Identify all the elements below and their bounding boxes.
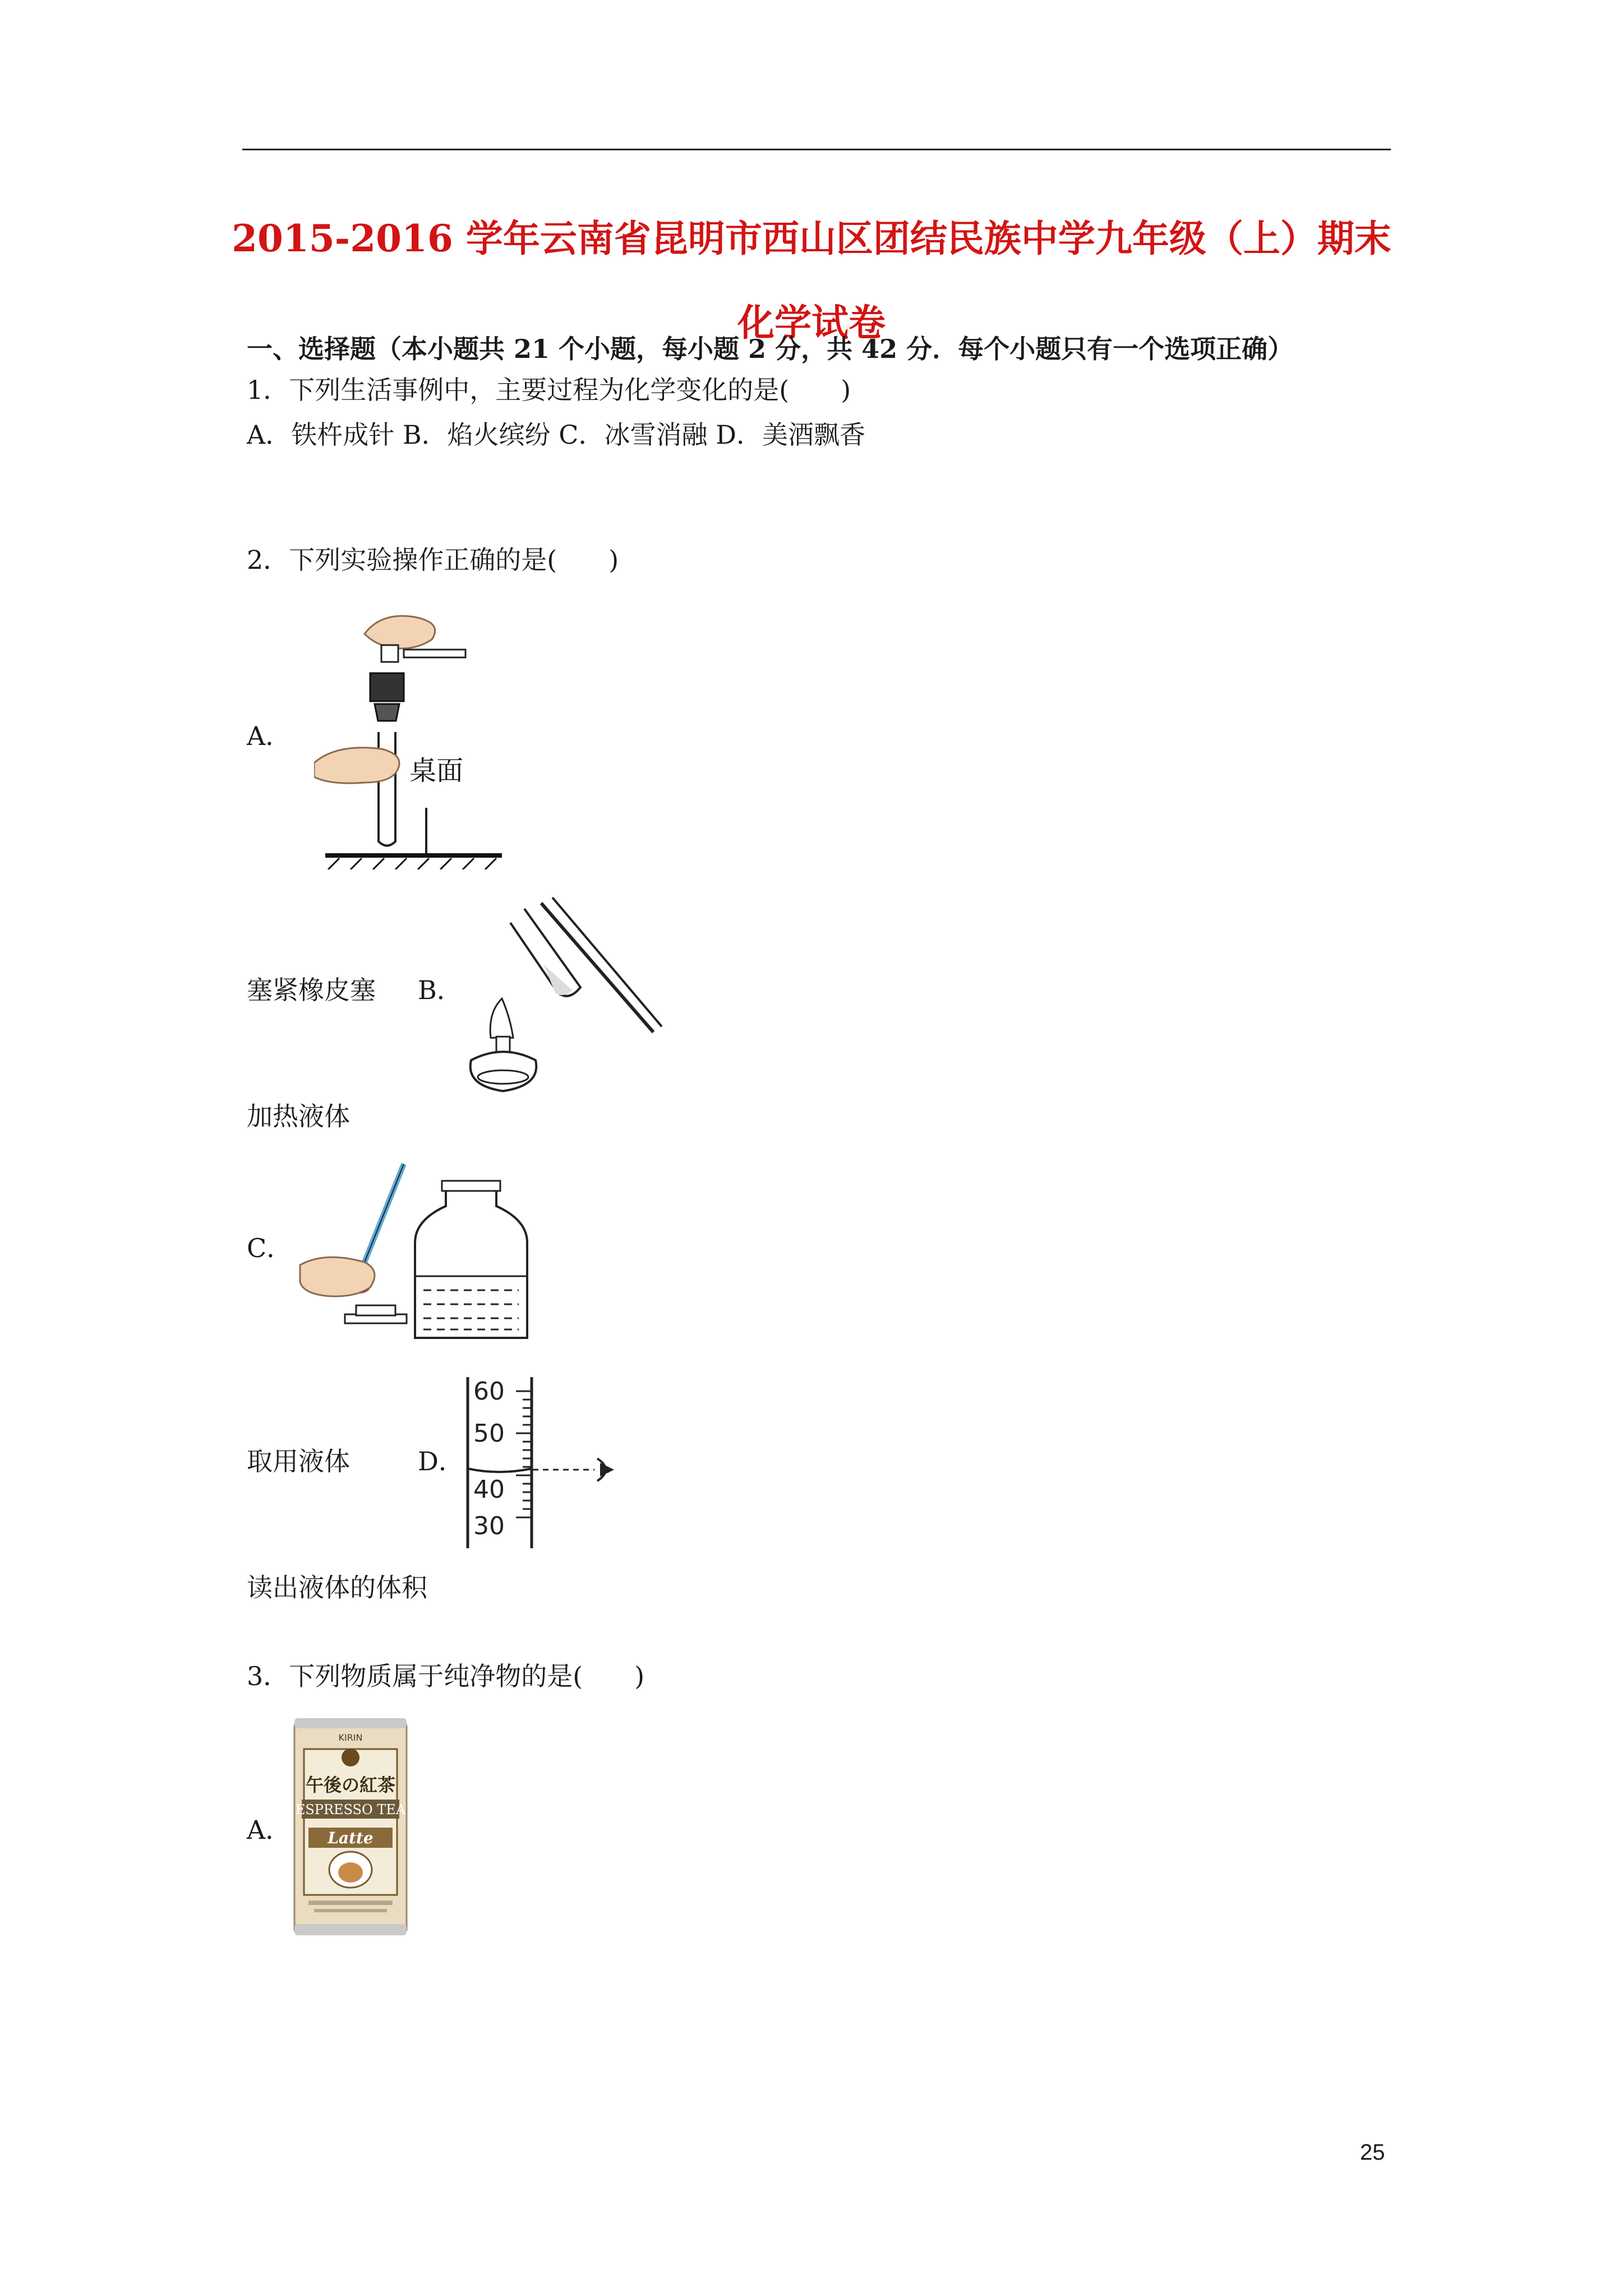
can-title-text: 午後の紅茶 [305,1774,396,1796]
q2-option-b-caption: 加热液体 [247,1101,350,1131]
can-espresso-text: ESPRESSO TEA [295,1802,406,1818]
q2-option-c-caption: 取用液体 [247,1446,350,1476]
q1-options: A．铁杵成针 B．焰火缤纷 C．冰雪消融 D．美酒飘香 [247,420,865,450]
q2-option-b-label: B． [418,975,463,1005]
q2-option-a-caption: 塞紧橡皮塞 [247,975,376,1005]
page-number: 25 [1360,2140,1385,2165]
cylinder-tick-40: 40 [473,1475,505,1504]
q3-option-a-label: A． [247,1815,292,1845]
q2-option-d-label: D． [418,1446,464,1476]
cylinder-tick-30: 30 [473,1512,505,1540]
table-surface-label: 桌面 [409,755,464,786]
milk-tea-can-image [292,1715,409,1939]
section-heading: 一、选择题（本小题共 21 个小题，每小题 2 分，共 42 分．每个小题只有一个选项正确） [247,334,1294,364]
paper-title-line1: 2015-2016 学年云南省昆明市西山区团结民族中学九年级（上）期末 [232,217,1391,260]
q3-stem: 3．下列物质属于纯净物的是( ) [247,1661,645,1691]
q2-option-c-label: C． [247,1233,293,1263]
q2-stem: 2．下列实验操作正确的是( ) [247,545,619,575]
dropper-reagent-bottle-figure [292,1158,538,1343]
can-brand-text: KIRIN [338,1732,363,1743]
header-rule [242,149,1391,150]
heating-liquid-figure [457,892,665,1099]
graduated-cylinder-figure [460,1374,639,1554]
stopper-test-tube-figure [314,600,516,869]
q1-stem: 1．下列生活事例中，主要过程为化学变化的是( ) [247,375,851,405]
paper-title-line2: 化学试卷 [737,301,886,344]
q2-option-a-label: A． [247,721,292,751]
q2-option-d-caption: 读出液体的体积 [247,1572,427,1603]
can-latte-text: Latte [328,1829,374,1847]
cylinder-tick-60: 60 [473,1377,505,1406]
cylinder-tick-50: 50 [473,1419,505,1448]
